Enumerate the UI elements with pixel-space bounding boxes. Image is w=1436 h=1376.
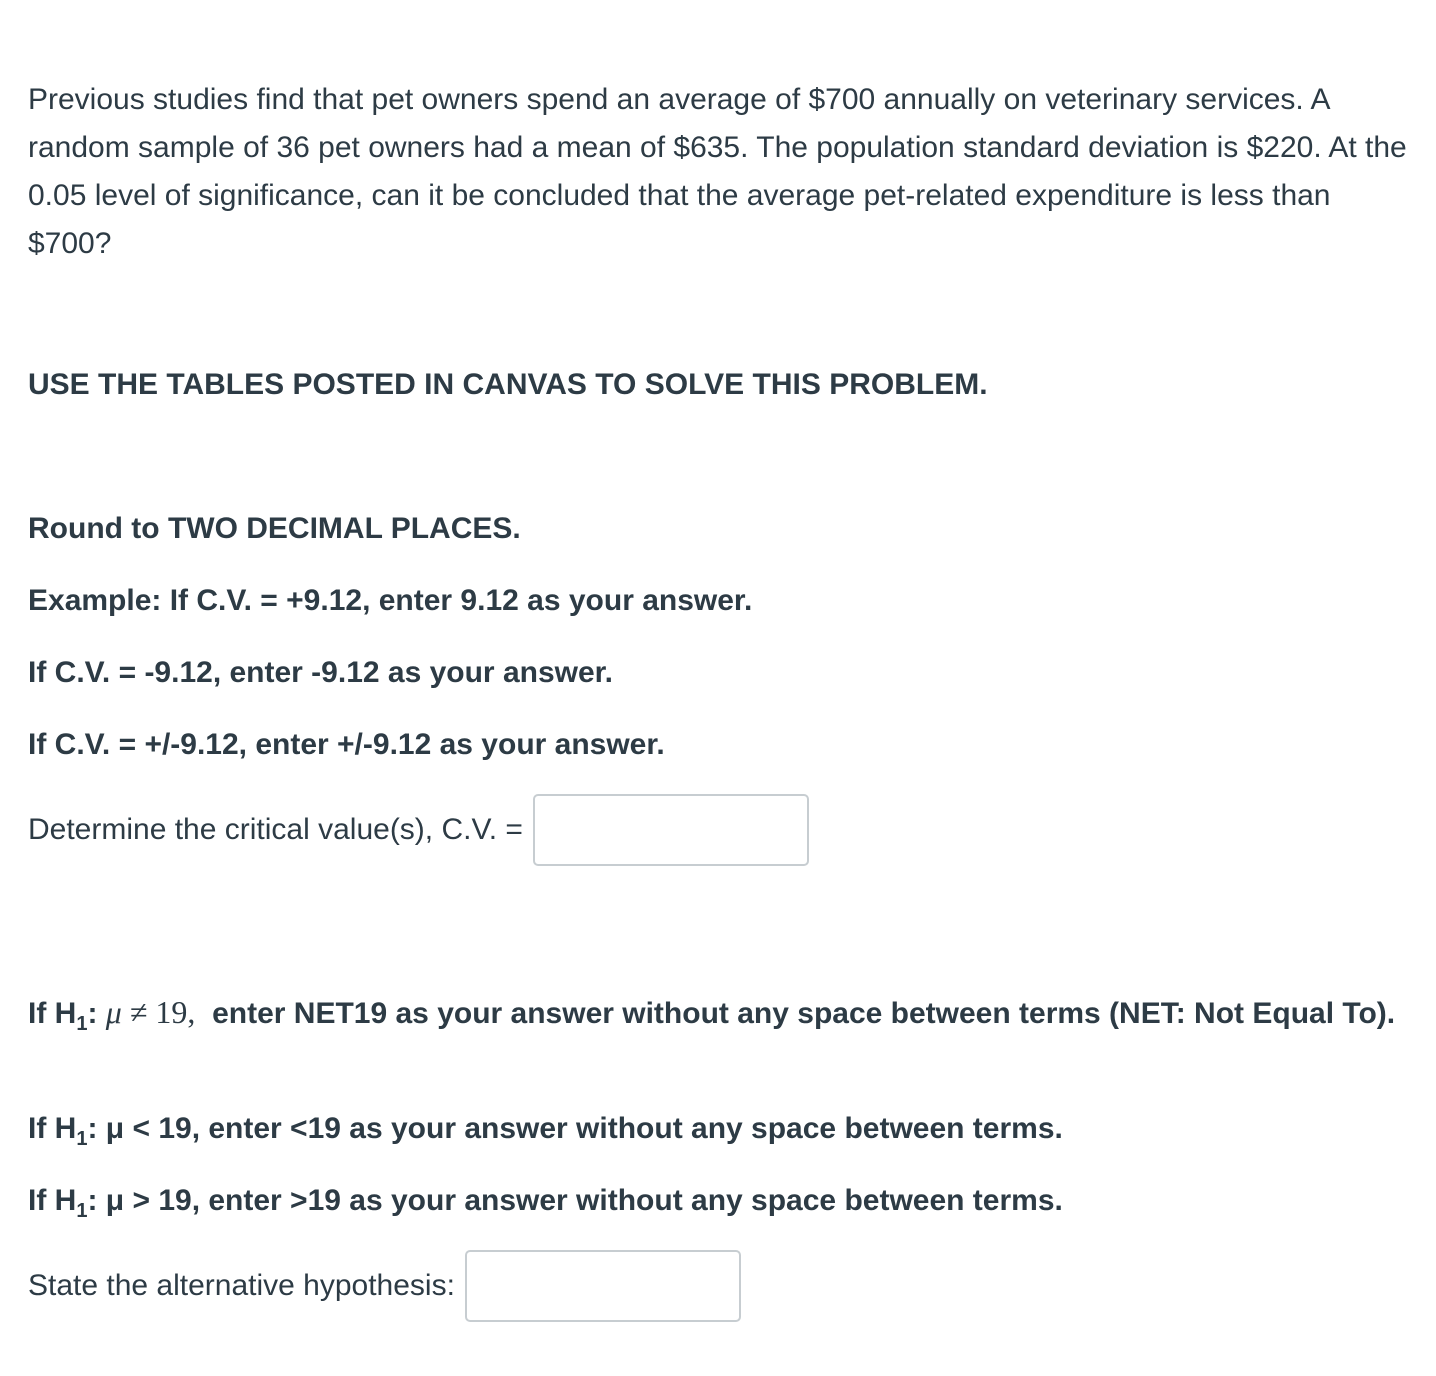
cv-example-positive: Example: If C.V. = +9.12, enter 9.12 as your answer. <box>28 584 753 617</box>
h1-greater-than-instruction <box>28 1184 1063 1222</box>
not-equal-symbol: ≠ <box>129 994 148 1030</box>
h1-less-than-text: : μ < 19, enter <19 as your answer without any space between terms. <box>87 1112 1063 1145</box>
h1-colon: : <box>87 997 98 1030</box>
h1-not-equal-text: enter NET19 as your answer without any space between terms (NET: Not Equal To). <box>212 997 1396 1030</box>
alt-hypothesis-input[interactable] <box>465 1250 741 1322</box>
h1-greater-than-text: : μ > 19, enter >19 as your answer without any space between terms. <box>87 1184 1063 1217</box>
alt-hypothesis-prompt: State the alternative hypothesis: <box>28 1269 455 1302</box>
h1-less-than-instruction <box>28 1112 1063 1150</box>
tables-notice: USE THE TABLES POSTED IN CANVAS TO SOLVE THIS PROBLEM. <box>28 368 988 401</box>
h1-subscript: 1 <box>76 1013 88 1035</box>
cv-answer-input[interactable] <box>533 794 809 866</box>
problem-statement: Previous studies find that pet owners spend an average of $700 annually on veterinary services. A random sample of 36 pet owners had a mean of $635. The population standard deviation is $220. At the 0.05 level of significance, can it be concluded that the average pet-related expenditure is less than $700? <box>28 83 1407 260</box>
h1-subscript: 1 <box>76 1128 88 1150</box>
cv-example-negative: If C.V. = -9.12, enter -9.12 as your answer. <box>28 656 614 689</box>
h1-prefix: If H <box>28 1112 77 1145</box>
math-expression <box>106 994 196 1030</box>
h1-not-equal-instruction <box>28 988 1408 1038</box>
alt-hypothesis-row <box>28 1250 741 1322</box>
math-number: 19, <box>155 994 196 1030</box>
h1-prefix: If H <box>28 1184 77 1217</box>
rounding-instruction: Round to TWO DECIMAL PLACES. <box>28 512 521 545</box>
cv-answer-row <box>28 794 809 866</box>
h1-subscript: 1 <box>76 1200 88 1222</box>
cv-example-two-sided: If C.V. = +/-9.12, enter +/-9.12 as your answer. <box>28 728 665 761</box>
mu-symbol: μ <box>105 994 122 1030</box>
question-body <box>28 76 1408 1302</box>
cv-prompt: Determine the critical value(s), C.V. = <box>28 813 523 846</box>
h1-prefix: If H <box>28 997 77 1030</box>
